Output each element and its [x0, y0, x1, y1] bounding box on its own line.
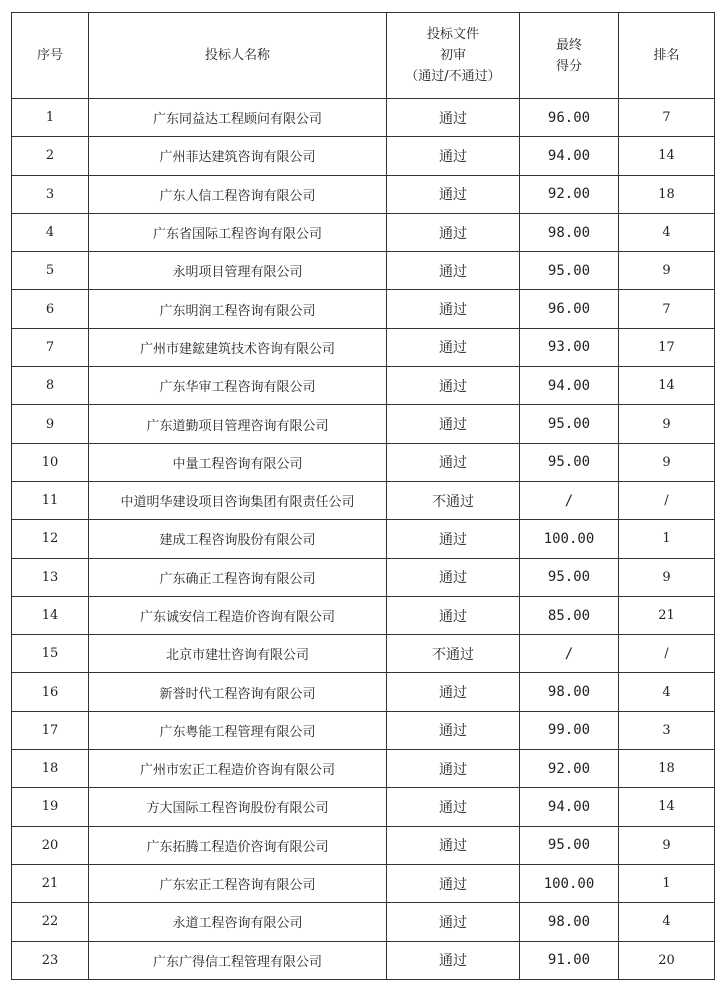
cell-rank: 7 — [619, 99, 715, 137]
cell-review-result: 通过 — [387, 443, 520, 481]
cell-bidder-name: 广东粤能工程管理有限公司 — [89, 711, 387, 749]
cell-bidder-name: 广东人信工程咨询有限公司 — [89, 175, 387, 213]
cell-no: 2 — [12, 137, 89, 175]
cell-review-result: 通过 — [387, 750, 520, 788]
table-row — [12, 750, 715, 788]
cell-no: 20 — [12, 826, 89, 864]
cell-no: 17 — [12, 711, 89, 749]
cell-final-score: 94.00 — [520, 137, 619, 175]
cell-rank: 3 — [619, 711, 715, 749]
cell-final-score: 96.00 — [520, 290, 619, 328]
table-header-row — [12, 13, 715, 99]
cell-final-score: 96.00 — [520, 99, 619, 137]
cell-bidder-name: 中道明华建设项目咨询集团有限责任公司 — [89, 481, 387, 519]
table-row — [12, 596, 715, 634]
cell-bidder-name: 广东省国际工程咨询有限公司 — [89, 213, 387, 251]
cell-no: 15 — [12, 635, 89, 673]
cell-final-score: 94.00 — [520, 788, 619, 826]
table-row — [12, 788, 715, 826]
cell-final-score: / — [520, 481, 619, 519]
cell-final-score: 92.00 — [520, 175, 619, 213]
cell-review-result: 通过 — [387, 596, 520, 634]
header-score-line-2: 得分 — [555, 58, 582, 74]
header-rank: 排名 — [619, 13, 715, 99]
cell-no: 4 — [12, 213, 89, 251]
cell-no: 9 — [12, 405, 89, 443]
cell-bidder-name: 广东诚安信工程造价咨询有限公司 — [89, 596, 387, 634]
table-row — [12, 367, 715, 405]
table-row — [12, 903, 715, 941]
header-review-line-2: 初审 — [439, 48, 466, 63]
cell-no: 13 — [12, 558, 89, 596]
cell-rank: 18 — [619, 175, 715, 213]
cell-bidder-name: 方大国际工程咨询股份有限公司 — [89, 788, 387, 826]
cell-no: 22 — [12, 903, 89, 941]
cell-rank: 9 — [619, 252, 715, 290]
cell-rank: 1 — [619, 864, 715, 902]
cell-review-result: 通过 — [387, 826, 520, 864]
header-score — [520, 13, 619, 99]
cell-review-result: 通过 — [387, 405, 520, 443]
header-review-line-1: 投标文件 — [426, 27, 479, 42]
table-row — [12, 328, 715, 366]
cell-review-result: 通过 — [387, 175, 520, 213]
cell-review-result: 通过 — [387, 252, 520, 290]
cell-final-score: 95.00 — [520, 252, 619, 290]
cell-review-result: 通过 — [387, 328, 520, 366]
cell-rank: 20 — [619, 941, 715, 979]
cell-review-result: 通过 — [387, 520, 520, 558]
cell-no: 5 — [12, 252, 89, 290]
cell-review-result: 通过 — [387, 673, 520, 711]
cell-final-score: 98.00 — [520, 903, 619, 941]
cell-final-score: 98.00 — [520, 213, 619, 251]
cell-rank: 9 — [619, 405, 715, 443]
cell-final-score: / — [520, 635, 619, 673]
cell-rank: / — [619, 635, 715, 673]
cell-no: 1 — [12, 99, 89, 137]
cell-bidder-name: 永明项目管理有限公司 — [89, 252, 387, 290]
cell-rank: 17 — [619, 328, 715, 366]
cell-bidder-name: 北京市建壮咨询有限公司 — [89, 635, 387, 673]
cell-no: 8 — [12, 367, 89, 405]
table-row — [12, 864, 715, 902]
cell-final-score: 95.00 — [520, 558, 619, 596]
header-no: 序号 — [12, 13, 89, 99]
cell-final-score: 91.00 — [520, 941, 619, 979]
cell-review-result: 通过 — [387, 367, 520, 405]
cell-final-score: 99.00 — [520, 711, 619, 749]
cell-rank: 4 — [619, 903, 715, 941]
cell-final-score: 95.00 — [520, 443, 619, 481]
bid-results-table — [11, 12, 715, 980]
cell-review-result: 通过 — [387, 711, 520, 749]
cell-bidder-name: 建成工程咨询股份有限公司 — [89, 520, 387, 558]
cell-final-score: 100.00 — [520, 864, 619, 902]
cell-review-result: 不通过 — [387, 481, 520, 519]
cell-bidder-name: 广东确正工程咨询有限公司 — [89, 558, 387, 596]
table-body — [12, 99, 715, 980]
cell-no: 12 — [12, 520, 89, 558]
cell-bidder-name: 广州菲达建筑咨询有限公司 — [89, 137, 387, 175]
cell-bidder-name: 广东拓腾工程造价咨询有限公司 — [89, 826, 387, 864]
cell-no: 7 — [12, 328, 89, 366]
cell-final-score: 95.00 — [520, 826, 619, 864]
cell-review-result: 通过 — [387, 213, 520, 251]
cell-bidder-name: 中量工程咨询有限公司 — [89, 443, 387, 481]
cell-rank: 7 — [619, 290, 715, 328]
table-row — [12, 673, 715, 711]
cell-bidder-name: 广东广得信工程管理有限公司 — [89, 941, 387, 979]
cell-rank: 21 — [619, 596, 715, 634]
cell-rank: 1 — [619, 520, 715, 558]
cell-no: 11 — [12, 481, 89, 519]
table-row — [12, 711, 715, 749]
table-row — [12, 558, 715, 596]
cell-no: 18 — [12, 750, 89, 788]
cell-rank: / — [619, 481, 715, 519]
cell-review-result: 通过 — [387, 864, 520, 902]
cell-rank: 14 — [619, 137, 715, 175]
cell-final-score: 92.00 — [520, 750, 619, 788]
cell-review-result: 通过 — [387, 941, 520, 979]
cell-no: 21 — [12, 864, 89, 902]
table-row — [12, 137, 715, 175]
table-row — [12, 99, 715, 137]
cell-final-score: 93.00 — [520, 328, 619, 366]
cell-rank: 9 — [619, 558, 715, 596]
cell-review-result: 通过 — [387, 290, 520, 328]
cell-final-score: 94.00 — [520, 367, 619, 405]
cell-review-result: 通过 — [387, 99, 520, 137]
cell-rank: 18 — [619, 750, 715, 788]
cell-rank: 9 — [619, 826, 715, 864]
cell-review-result: 不通过 — [387, 635, 520, 673]
cell-rank: 14 — [619, 367, 715, 405]
header-bidder-name: 投标人名称 — [89, 13, 387, 99]
cell-review-result: 通过 — [387, 788, 520, 826]
cell-no: 19 — [12, 788, 89, 826]
cell-bidder-name: 广东华审工程咨询有限公司 — [89, 367, 387, 405]
table-row — [12, 405, 715, 443]
cell-bidder-name: 广东明润工程咨询有限公司 — [89, 290, 387, 328]
table-row — [12, 252, 715, 290]
cell-final-score: 85.00 — [520, 596, 619, 634]
cell-bidder-name: 永道工程咨询有限公司 — [89, 903, 387, 941]
cell-no: 14 — [12, 596, 89, 634]
cell-no: 16 — [12, 673, 89, 711]
table-row — [12, 941, 715, 979]
cell-final-score: 100.00 — [520, 520, 619, 558]
table-row — [12, 520, 715, 558]
cell-no: 23 — [12, 941, 89, 979]
cell-review-result: 通过 — [387, 558, 520, 596]
cell-no: 10 — [12, 443, 89, 481]
cell-bidder-name: 广州市宏正工程造价咨询有限公司 — [89, 750, 387, 788]
table-row — [12, 826, 715, 864]
table-row — [12, 481, 715, 519]
header-review — [387, 13, 520, 99]
cell-final-score: 98.00 — [520, 673, 619, 711]
table-row — [12, 175, 715, 213]
cell-review-result: 通过 — [387, 903, 520, 941]
cell-final-score: 95.00 — [520, 405, 619, 443]
cell-bidder-name: 广州市建鋐建筑技术咨询有限公司 — [89, 328, 387, 366]
table-row — [12, 290, 715, 328]
cell-rank: 4 — [619, 213, 715, 251]
table-row — [12, 443, 715, 481]
cell-rank: 14 — [619, 788, 715, 826]
cell-bidder-name: 广东宏正工程咨询有限公司 — [89, 864, 387, 902]
header-score-line-1: 最终 — [555, 37, 582, 53]
cell-no: 6 — [12, 290, 89, 328]
header-review-line-3: （通过/不通过） — [405, 69, 501, 84]
cell-bidder-name: 广东道勤项目管理咨询有限公司 — [89, 405, 387, 443]
cell-bidder-name: 广东同益达工程顾问有限公司 — [89, 99, 387, 137]
cell-bidder-name: 新誉时代工程咨询有限公司 — [89, 673, 387, 711]
table-row — [12, 213, 715, 251]
cell-rank: 9 — [619, 443, 715, 481]
cell-rank: 4 — [619, 673, 715, 711]
cell-review-result: 通过 — [387, 137, 520, 175]
cell-no: 3 — [12, 175, 89, 213]
table-row — [12, 635, 715, 673]
